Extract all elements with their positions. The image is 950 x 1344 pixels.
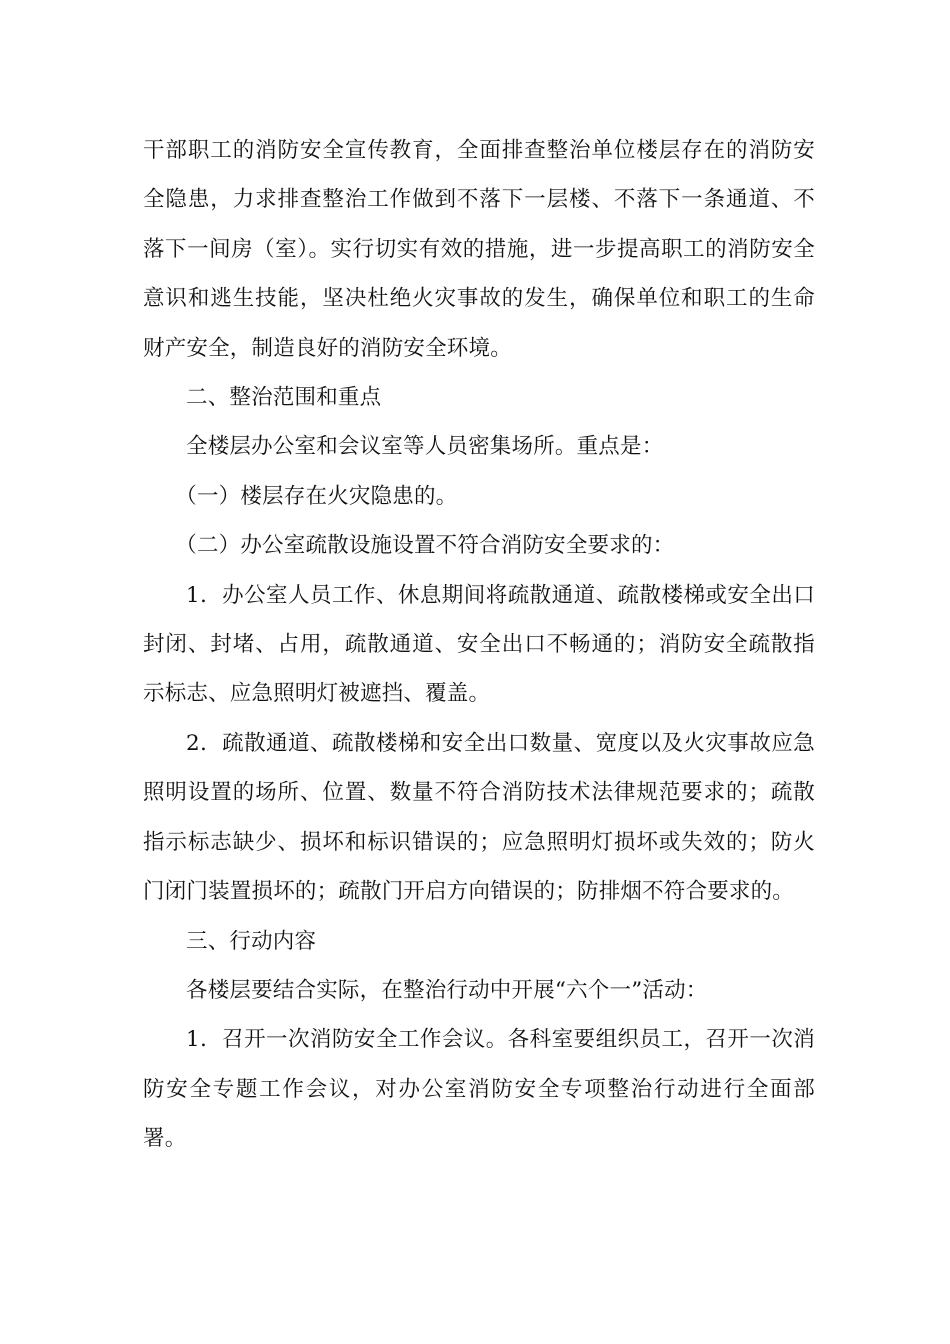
- numbered-action-1: 1．召开一次消防安全工作会议。各科室要组织员工，召开一次消防安全专题工作会议，对办公室消防安全专项整治行动进行全面部署。: [143, 1027, 815, 1152]
- list-item-2: （二）办公室疏散设施设置不符合消防安全要求的：: [175, 533, 675, 559]
- section-heading-scope: 二、整治范围和重点: [186, 385, 382, 411]
- paragraph-intro-continued: 干部职工的消防安全宣传教育，全面排查整治单位楼层存在的消防安全隐患，力求排查整治工作做到不落下一层楼、不落下一条通道、不落下一间房（室）。实行切实有效的措施，进一步提高职工的消防安全意识和逃生技能，坚决杜绝火灾事故的发生，确保单位和职工的生命财产安全，制造良好的消防安全环境。: [143, 138, 815, 361]
- section-heading-actions: 三、行动内容: [186, 928, 317, 954]
- paragraph-scope: 全楼层办公室和会议室等人员密集场所。重点是：: [186, 434, 664, 460]
- paragraph-actions-intro: 各楼层要结合实际，在整治行动中开展“六个一”活动：: [186, 977, 708, 1003]
- document-body: [143, 126, 815, 1164]
- numbered-item-2: 2．疏散通道、疏散楼梯和安全出口数量、宽度以及火灾事故应急照明设置的场所、位置、数量不符合消防技术法律规范要求的；疏散指示标志缺少、损坏和标识错误的；应急照明灯损坏或失效的；防火门闭门装置损坏的；疏散门开启方向错误的；防排烟不符合要求的。: [143, 730, 815, 905]
- list-item-1: （一）楼层存在火灾隐患的。: [175, 483, 458, 509]
- numbered-item-1: 1．办公室人员工作、休息期间将疏散通道、疏散楼梯或安全出口封闭、封堵、占用，疏散通道、安全出口不畅通的；消防安全疏散指示标志、应急照明灯被遮挡、覆盖。: [143, 582, 815, 707]
